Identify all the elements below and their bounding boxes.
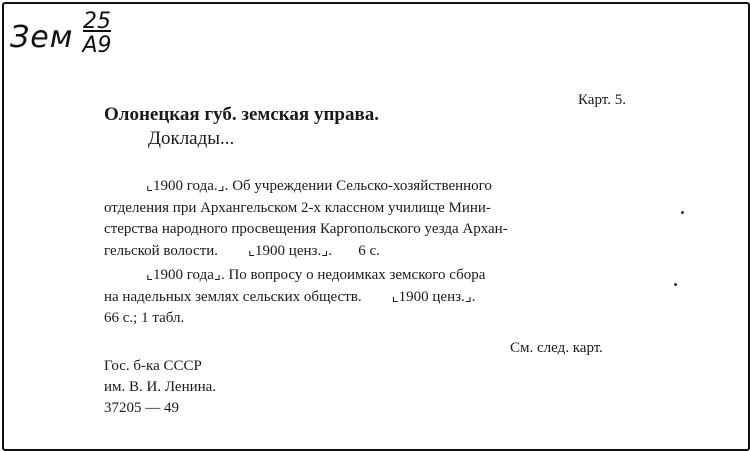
entry-1-line-3: стерства народного просвещения Каргопольского уезда Архан- xyxy=(104,221,508,237)
speck-mark xyxy=(681,211,684,214)
library-stamp-line-1: Гос. б-ка СССР xyxy=(104,358,202,374)
card-number: Карт. 5. xyxy=(578,92,626,108)
shelfmark-denominator: А9 xyxy=(82,33,112,58)
see-next-card: См. след. карт. xyxy=(510,340,603,356)
author-heading: Олонецкая губ. земская управа. xyxy=(104,104,379,125)
speck-mark xyxy=(674,283,677,286)
shelfmark-numerator: 25 xyxy=(83,9,111,34)
entry-1-line-1: ⌞1900 года.⌟. Об учреждении Сельско-хозяйственного xyxy=(146,178,492,194)
library-stamp-line-3: 37205 — 49 xyxy=(104,400,179,416)
entry-2-line-1: ⌞1900 года⌟. По вопросу о недоимках земского сбора xyxy=(146,267,486,283)
entry-2-line-2: на надельных землях сельских обществ. ⌞1900 ценз.⌟. xyxy=(104,288,476,305)
library-stamp-line-2: им. В. И. Ленина. xyxy=(104,379,217,395)
title-heading: Доклады... xyxy=(148,128,235,149)
shelfmark-fraction xyxy=(76,10,118,58)
entry-1 xyxy=(104,176,642,262)
entry-1-line-4: гельской волости. ⌞1900 ценз.⌟. 6 с. xyxy=(104,242,380,259)
shelfmark-prefix: Зем xyxy=(10,20,74,55)
entry-2 xyxy=(104,265,642,330)
library-stamp xyxy=(104,356,216,419)
entry-1-line-2: отделения при Архангельском 2-х классном училище Мини- xyxy=(104,199,491,216)
entry-2-line-3: 66 с.; 1 табл. xyxy=(104,310,185,326)
